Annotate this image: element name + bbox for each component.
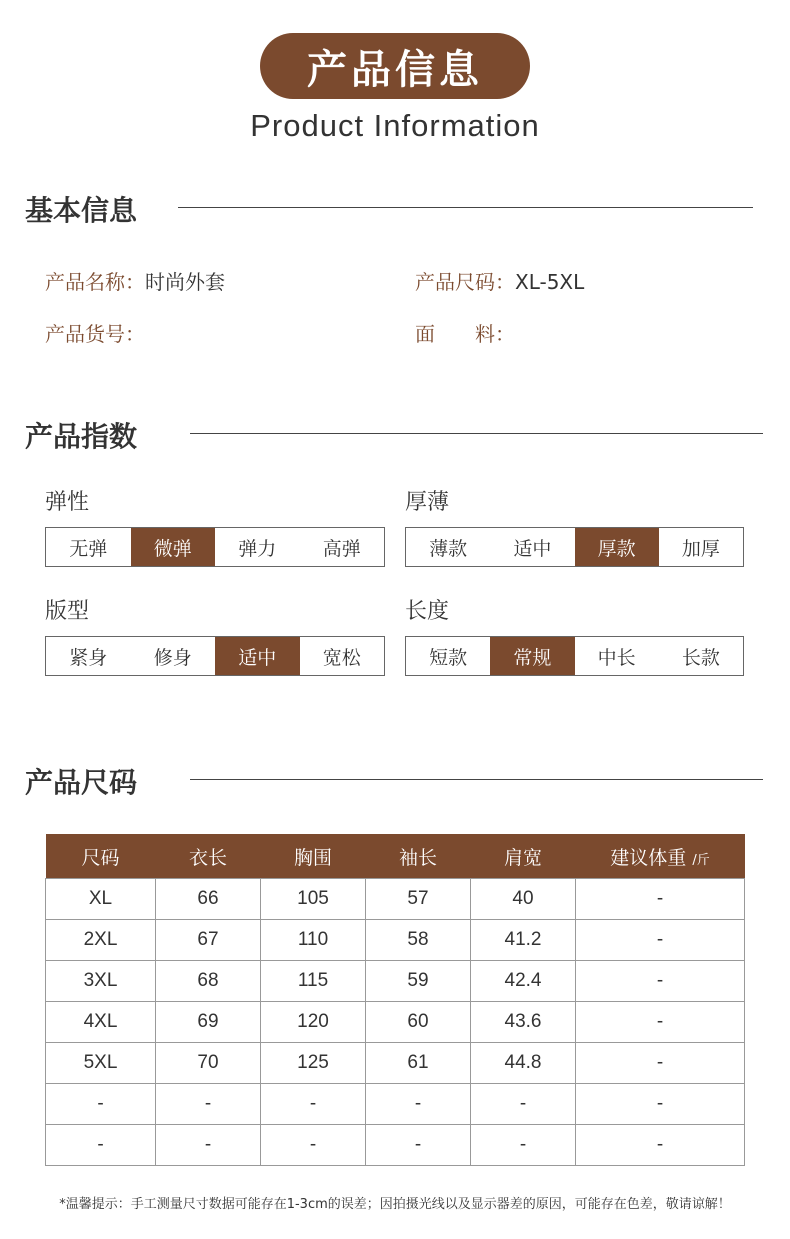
table-cell: - [156,1125,261,1166]
index-option: 长款 [681,646,720,669]
index-option: 紧身 [69,646,108,669]
index-option: 适中 [215,637,300,675]
table-cell: - [576,879,745,920]
index-option: 厚款 [575,528,659,566]
table-cell: 60 [366,1002,471,1043]
table-cell: 42.4 [471,961,576,1002]
index-option: 弹力 [238,537,277,560]
index-option: 中长 [597,646,636,669]
table-cell: 4XL [46,1002,156,1043]
index-selector-elasticity [45,527,385,567]
field-label: 面 料： [415,322,515,346]
index-selector-fit [45,636,385,676]
table-row [46,879,745,920]
table-row [46,1043,745,1084]
section-title-basic: 基本信息 [25,194,138,227]
size-table [45,834,745,1166]
field-fabric [415,318,515,347]
section-title-index: 产品指数 [25,420,138,453]
table-cell: 61 [366,1043,471,1084]
table-row [46,920,745,961]
section-title-size: 产品尺码 [25,766,138,799]
footnote: *温馨提示：手工测量尺寸数据可能存在1-3cm的误差；因拍摄光线以及显示器差的原因，可能存在色差，敬请谅解！ [59,1197,731,1212]
index-option: 加厚 [681,537,720,560]
column-header: 建议体重 [610,846,687,869]
page-title-pill [260,33,530,99]
column-header: 袖长 [366,834,471,879]
index-option: 无弹 [69,537,108,560]
table-cell: 57 [366,879,471,920]
column-header: 尺码 [46,834,156,879]
index-option: 常规 [490,637,574,675]
table-cell: 69 [156,1002,261,1043]
table-cell: 40 [471,879,576,920]
table-cell: - [576,961,745,1002]
column-header: 肩宽 [471,834,576,879]
table-cell: - [576,1084,745,1125]
page-subtitle: Product Information [250,108,540,143]
field-product-name [45,266,225,295]
table-cell: 41.2 [471,920,576,961]
table-cell: 58 [366,920,471,961]
table-cell: 68 [156,961,261,1002]
index-label-thickness: 厚薄 [405,490,450,515]
table-cell: 70 [156,1043,261,1084]
table-cell: - [576,1125,745,1166]
table-cell: 105 [261,879,366,920]
size-table-header [46,834,745,879]
size-table-body [46,879,745,1166]
table-cell: 110 [261,920,366,961]
section-divider-basic [178,207,753,208]
index-option: 高弹 [322,537,361,560]
index-label-fit: 版型 [45,599,90,624]
column-header: 衣长 [156,834,261,879]
table-cell: 5XL [46,1043,156,1084]
index-label-elasticity: 弹性 [45,490,90,515]
field-label: 产品尺码： [415,270,515,294]
table-cell: - [471,1125,576,1166]
field-label: 产品货号： [45,322,145,346]
table-row [46,1002,745,1043]
table-cell: 59 [366,961,471,1002]
table-cell: 2XL [46,920,156,961]
table-cell: 67 [156,920,261,961]
table-row [46,1084,745,1125]
table-cell: 120 [261,1002,366,1043]
table-cell: - [366,1084,471,1125]
index-option: 适中 [513,537,552,560]
field-product-sku [45,318,145,347]
table-cell: 115 [261,961,366,1002]
index-option: 修身 [153,646,192,669]
table-cell: 44.8 [471,1043,576,1084]
column-header: 胸围 [261,834,366,879]
table-cell: - [261,1125,366,1166]
table-cell: - [46,1084,156,1125]
index-selector-length [405,636,744,676]
weight-unit: /斤 [692,852,710,868]
index-option: 宽松 [322,646,361,669]
table-cell: - [156,1084,261,1125]
field-value: 时尚外套 [145,270,225,294]
table-cell: 125 [261,1043,366,1084]
table-cell: - [366,1125,471,1166]
table-cell: - [576,1043,745,1084]
table-row [46,1125,745,1166]
index-option: 微弹 [131,528,216,566]
table-row [46,961,745,1002]
index-label-length: 长度 [405,599,450,624]
index-selector-thickness [405,527,744,567]
section-divider-size [190,779,763,780]
table-cell: - [46,1125,156,1166]
field-product-size [415,266,584,295]
section-divider-index [190,433,763,434]
table-cell: 66 [156,879,261,920]
table-cell: - [576,1002,745,1043]
table-cell: - [471,1084,576,1125]
field-value: XL-5XL [515,270,585,294]
field-label: 产品名称： [45,270,145,294]
index-option: 短款 [429,646,468,669]
page-title: 产品信息 [307,46,483,93]
table-cell: XL [46,879,156,920]
table-cell: - [261,1084,366,1125]
index-option: 薄款 [429,537,468,560]
table-cell: 43.6 [471,1002,576,1043]
column-header-weight [576,834,745,879]
table-cell: 3XL [46,961,156,1002]
table-cell: - [576,920,745,961]
